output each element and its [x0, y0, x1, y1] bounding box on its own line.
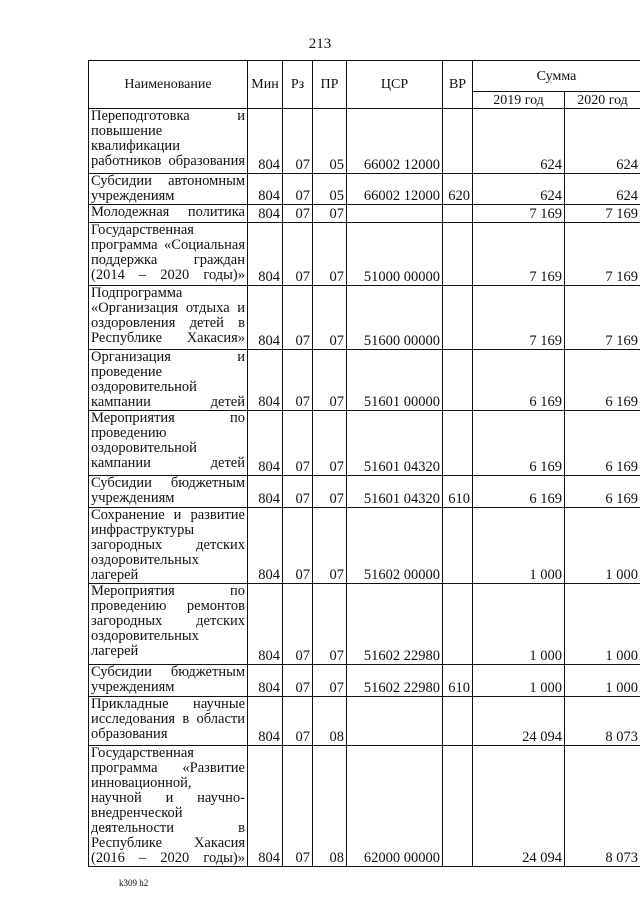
table-row [89, 109, 640, 174]
table-row [89, 508, 640, 584]
row-min: 804 [248, 476, 283, 508]
row-name: Переподготовка и повышение квалификации работников образования [89, 109, 248, 174]
table-row [89, 584, 640, 665]
row-pr: 08 [313, 697, 347, 746]
row-csr [347, 697, 443, 746]
row-name: Субсидии автономным учреждениям [89, 174, 248, 205]
row-name: Молодежная политика [89, 205, 248, 223]
header-vr: ВР [443, 61, 473, 109]
row-rz: 07 [283, 109, 313, 174]
table-row [89, 174, 640, 205]
row-csr: 66002 12000 [347, 109, 443, 174]
row-2020: 624 [565, 109, 640, 174]
row-2019: 7 169 [473, 286, 565, 350]
row-2020: 6 169 [565, 350, 640, 411]
row-name: Сохранение и развитие инфраструктуры загородных детских оздоровительных лагерей [89, 508, 248, 584]
header-sum: Сумма [473, 61, 640, 92]
row-name: Государственная программа «Социальная поддержка граждан (2014 – 2020 годы)» [89, 223, 248, 286]
row-2020: 7 169 [565, 223, 640, 286]
page-number: 213 [308, 36, 332, 52]
row-name: Субсидии бюджетным учреждениям [89, 665, 248, 697]
row-2019: 6 169 [473, 411, 565, 476]
row-name: Прикладные научные исследования в области образования [89, 697, 248, 746]
row-2020: 624 [565, 174, 640, 205]
row-rz: 07 [283, 697, 313, 746]
row-2019: 1 000 [473, 508, 565, 584]
row-name: Организация и проведение оздоровительной кампании детей [89, 350, 248, 411]
row-2020: 6 169 [565, 476, 640, 508]
row-rz: 07 [283, 205, 313, 223]
table-row [89, 223, 640, 286]
row-csr: 51602 00000 [347, 508, 443, 584]
row-csr: 51602 22980 [347, 584, 443, 665]
row-2019: 624 [473, 174, 565, 205]
table-row [89, 411, 640, 476]
row-2019: 1 000 [473, 584, 565, 665]
row-vr [443, 350, 473, 411]
table-row [89, 286, 640, 350]
row-csr [347, 205, 443, 223]
row-2019: 7 169 [473, 223, 565, 286]
row-vr: 620 [443, 174, 473, 205]
row-2019: 6 169 [473, 476, 565, 508]
row-vr [443, 286, 473, 350]
budget-table [88, 60, 640, 867]
row-pr: 07 [313, 584, 347, 665]
row-vr [443, 109, 473, 174]
row-min: 804 [248, 109, 283, 174]
header-min: Мин [248, 61, 283, 109]
row-rz: 07 [283, 746, 313, 867]
row-vr [443, 508, 473, 584]
table-row [89, 746, 640, 867]
row-rz: 07 [283, 286, 313, 350]
row-vr: 610 [443, 476, 473, 508]
row-min: 804 [248, 746, 283, 867]
row-name: Государственная программа «Развитие инновационной, научной и научно-внедренческой деятельности в Республике Хакасия (2016 – 2020 годы)» [89, 746, 248, 867]
row-pr: 08 [313, 746, 347, 867]
row-vr [443, 205, 473, 223]
header-name: Наименование [89, 61, 248, 109]
row-2019: 1 000 [473, 665, 565, 697]
row-pr: 05 [313, 109, 347, 174]
row-csr: 62000 00000 [347, 746, 443, 867]
row-min: 804 [248, 584, 283, 665]
row-name: Мероприятия по проведению ремонтов загородных детских оздоровительных лагерей [89, 584, 248, 665]
row-pr: 05 [313, 174, 347, 205]
row-min: 804 [248, 508, 283, 584]
row-2020: 7 169 [565, 205, 640, 223]
row-min: 804 [248, 350, 283, 411]
row-csr: 51601 00000 [347, 350, 443, 411]
row-vr: 610 [443, 665, 473, 697]
table-row [89, 665, 640, 697]
row-rz: 07 [283, 174, 313, 205]
row-name: Субсидии бюджетным учреждениям [89, 476, 248, 508]
row-2020: 1 000 [565, 665, 640, 697]
row-2020: 1 000 [565, 508, 640, 584]
header-csr: ЦСР [347, 61, 443, 109]
row-2019: 24 094 [473, 697, 565, 746]
row-pr: 07 [313, 508, 347, 584]
row-2019: 6 169 [473, 350, 565, 411]
row-csr: 51602 22980 [347, 665, 443, 697]
row-vr [443, 697, 473, 746]
row-pr: 07 [313, 665, 347, 697]
row-min: 804 [248, 174, 283, 205]
row-pr: 07 [313, 411, 347, 476]
header-2019: 2019 год [473, 92, 565, 109]
row-pr: 07 [313, 476, 347, 508]
row-min: 804 [248, 411, 283, 476]
table-row [89, 350, 640, 411]
row-rz: 07 [283, 411, 313, 476]
row-2020: 6 169 [565, 411, 640, 476]
row-2020: 8 073 [565, 697, 640, 746]
row-rz: 07 [283, 584, 313, 665]
row-rz: 07 [283, 476, 313, 508]
row-pr: 07 [313, 350, 347, 411]
row-vr [443, 584, 473, 665]
row-pr: 07 [313, 286, 347, 350]
row-min: 804 [248, 286, 283, 350]
row-name: Подпрограмма «Организация отдыха и оздоровления детей в Республике Хакасия» [89, 286, 248, 350]
row-csr: 66002 12000 [347, 174, 443, 205]
row-pr: 07 [313, 223, 347, 286]
row-rz: 07 [283, 508, 313, 584]
row-min: 804 [248, 205, 283, 223]
table-row [89, 476, 640, 508]
row-pr: 07 [313, 205, 347, 223]
row-rz: 07 [283, 665, 313, 697]
header-2020: 2020 год [565, 92, 640, 109]
row-2020: 7 169 [565, 286, 640, 350]
table-row [89, 205, 640, 223]
row-rz: 07 [283, 350, 313, 411]
row-name: Мероприятия по проведению оздоровительной кампании детей [89, 411, 248, 476]
row-csr: 51601 04320 [347, 411, 443, 476]
row-vr [443, 223, 473, 286]
header-rz: Рз [283, 61, 313, 109]
row-min: 804 [248, 697, 283, 746]
table-row [89, 697, 640, 746]
row-2020: 8 073 [565, 746, 640, 867]
row-min: 804 [248, 665, 283, 697]
row-csr: 51600 00000 [347, 286, 443, 350]
footer-code: k309 h2 [119, 878, 149, 888]
row-rz: 07 [283, 223, 313, 286]
row-vr [443, 746, 473, 867]
row-2019: 624 [473, 109, 565, 174]
row-csr: 51000 00000 [347, 223, 443, 286]
header-pr: ПР [313, 61, 347, 109]
row-2020: 1 000 [565, 584, 640, 665]
row-min: 804 [248, 223, 283, 286]
row-csr: 51601 04320 [347, 476, 443, 508]
row-2019: 7 169 [473, 205, 565, 223]
row-2019: 24 094 [473, 746, 565, 867]
row-vr [443, 411, 473, 476]
